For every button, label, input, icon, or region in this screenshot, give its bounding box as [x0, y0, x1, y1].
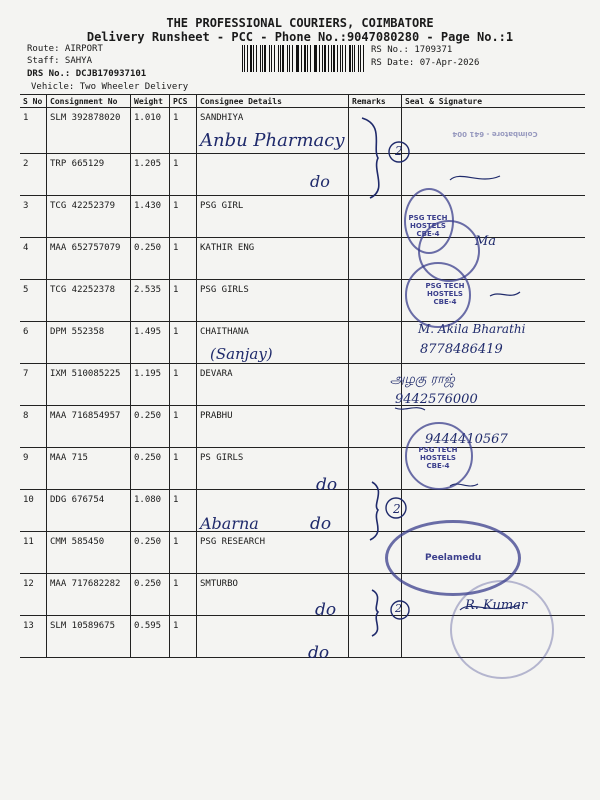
cell-weight: 0.250 — [131, 448, 170, 490]
cell-sno: 13 — [20, 616, 47, 658]
col-remarks: Remarks — [349, 95, 402, 108]
cell-weight: 1.080 — [131, 490, 170, 532]
rs-date: RS Date: 07-Apr-2026 — [371, 58, 480, 68]
cell-consignment: TRP 665129 — [47, 154, 131, 196]
col-weight: Weight — [131, 95, 170, 108]
cell-weight: 0.250 — [131, 532, 170, 574]
cell-pcs: 1 — [170, 532, 197, 574]
col-sno: S No — [20, 95, 47, 108]
handwritten-phone: 8778486419 — [420, 342, 503, 357]
handwritten-count: 2 — [395, 144, 403, 158]
cell-sno: 3 — [20, 196, 47, 238]
seal-text: PSG TECH HOSTELS CBE-4 — [408, 214, 448, 238]
col-consignment: Consignment No — [47, 95, 131, 108]
cell-consignment: DPM 552358 — [47, 322, 131, 364]
cell-sno: 1 — [20, 108, 47, 154]
signature: R. Kumar — [465, 598, 528, 613]
handwritten-ditto: do — [310, 172, 330, 191]
cell-consignment: TCG 42252378 — [47, 280, 131, 322]
cell-consignee: CHAITHANA — [197, 322, 349, 364]
cell-sno: 8 — [20, 406, 47, 448]
rs-number: RS No.: 1709371 — [371, 45, 453, 55]
seal-text: PSG TECH HOSTELS CBE-4 — [425, 282, 465, 306]
handwritten-receiver: M. Akila Bharathi — [418, 322, 526, 336]
cell-pcs: 1 — [170, 490, 197, 532]
vehicle-label: Vehicle: Two Wheeler Delivery — [31, 82, 189, 92]
cell-consignee: PSG GIRL — [197, 196, 349, 238]
signature: Ma — [475, 234, 497, 249]
cell-sno: 6 — [20, 322, 47, 364]
cell-sno: 10 — [20, 490, 47, 532]
cell-pcs: 1 — [170, 448, 197, 490]
cell-weight: 0.250 — [131, 574, 170, 616]
seal-text: Coimbatore - 641 004 — [452, 130, 538, 138]
cell-pcs: 1 — [170, 108, 197, 154]
cell-consignment: CMM 585450 — [47, 532, 131, 574]
drs-number: DRS No.: DCJB170937101 — [27, 69, 147, 79]
col-consignee: Consignee Details — [197, 95, 349, 108]
cell-sno: 2 — [20, 154, 47, 196]
cell-consignee: PSG GIRLS — [197, 280, 349, 322]
cell-consignment: MAA 715 — [47, 448, 131, 490]
cell-consignment: IXM 510085225 — [47, 364, 131, 406]
handwritten-phone: 9444410567 — [425, 432, 508, 447]
handwritten-ditto: do — [316, 475, 338, 495]
cell-consignee: DEVARA — [197, 364, 349, 406]
cell-pcs: 1 — [170, 154, 197, 196]
cell-sno: 12 — [20, 574, 47, 616]
cell-weight: 0.250 — [131, 238, 170, 280]
handwritten-name: (Sanjay) — [210, 345, 273, 363]
cell-pcs: 1 — [170, 238, 197, 280]
cell-pcs: 1 — [170, 616, 197, 658]
cell-pcs: 1 — [170, 364, 197, 406]
cell-consignee: SANDHIYA — [197, 108, 349, 154]
handwritten-count: 2 — [395, 602, 402, 615]
cell-consignment: SLM 392878020 — [47, 108, 131, 154]
handwritten-consignee: Abarna — [200, 514, 259, 533]
handwritten-tamil-name: அழகு ராஜ் — [390, 372, 455, 387]
col-seal: Seal & Signature — [402, 95, 586, 108]
handwritten-count: 2 — [393, 502, 401, 516]
cell-consignee: SMTURBO — [197, 574, 349, 616]
cell-consignee: KATHIR ENG — [197, 238, 349, 280]
cell-weight: 1.205 — [131, 154, 170, 196]
cell-consignment: MAA 716854957 — [47, 406, 131, 448]
cell-sno: 11 — [20, 532, 47, 574]
handwritten-phone: 9442576000 — [395, 392, 478, 407]
handwritten-ditto: do — [308, 643, 330, 663]
cell-pcs: 1 — [170, 406, 197, 448]
handwritten-ditto: do — [315, 600, 337, 620]
cell-pcs: 1 — [170, 280, 197, 322]
cell-weight: 2.535 — [131, 280, 170, 322]
staff-label: Staff: SAHYA — [27, 56, 93, 66]
cell-consignment: MAA 652757079 — [47, 238, 131, 280]
cell-weight: 1.010 — [131, 108, 170, 154]
cell-weight: 0.595 — [131, 616, 170, 658]
cell-consignee: PS GIRLS — [197, 448, 349, 490]
handwritten-ditto: do — [310, 514, 332, 534]
sheet-subtitle: Delivery Runsheet - PCC - Phone No.:9047080280 - Page No.:1 — [86, 30, 514, 44]
seal-text: PSG TECH HOSTELS CBE-4 — [418, 446, 458, 470]
seal-text: Peelamedu — [425, 553, 482, 563]
cell-consignee: PRABHU — [197, 406, 349, 448]
route-label: Route: AIRPORT — [27, 44, 103, 54]
cell-consignment: TCG 42252379 — [47, 196, 131, 238]
cell-pcs: 1 — [170, 196, 197, 238]
cell-consignment: SLM 10589675 — [47, 616, 131, 658]
cell-weight: 1.195 — [131, 364, 170, 406]
cell-sno: 9 — [20, 448, 47, 490]
cell-weight: 0.250 — [131, 406, 170, 448]
cell-consignment: DDG 676754 — [47, 490, 131, 532]
cell-consignee: PSG RESEARCH — [197, 532, 349, 574]
col-pcs: PCS — [170, 95, 197, 108]
handwritten-consignee: Anbu Pharmacy — [200, 130, 345, 151]
cell-weight: 1.495 — [131, 322, 170, 364]
cell-sno: 4 — [20, 238, 47, 280]
cell-sno: 5 — [20, 280, 47, 322]
cell-sno: 7 — [20, 364, 47, 406]
cell-consignment: MAA 717682282 — [47, 574, 131, 616]
cell-pcs: 1 — [170, 574, 197, 616]
cell-pcs: 1 — [170, 322, 197, 364]
cell-weight: 1.430 — [131, 196, 170, 238]
sheet-title: THE PROFESSIONAL COURIERS, COIMBATORE — [166, 16, 434, 30]
